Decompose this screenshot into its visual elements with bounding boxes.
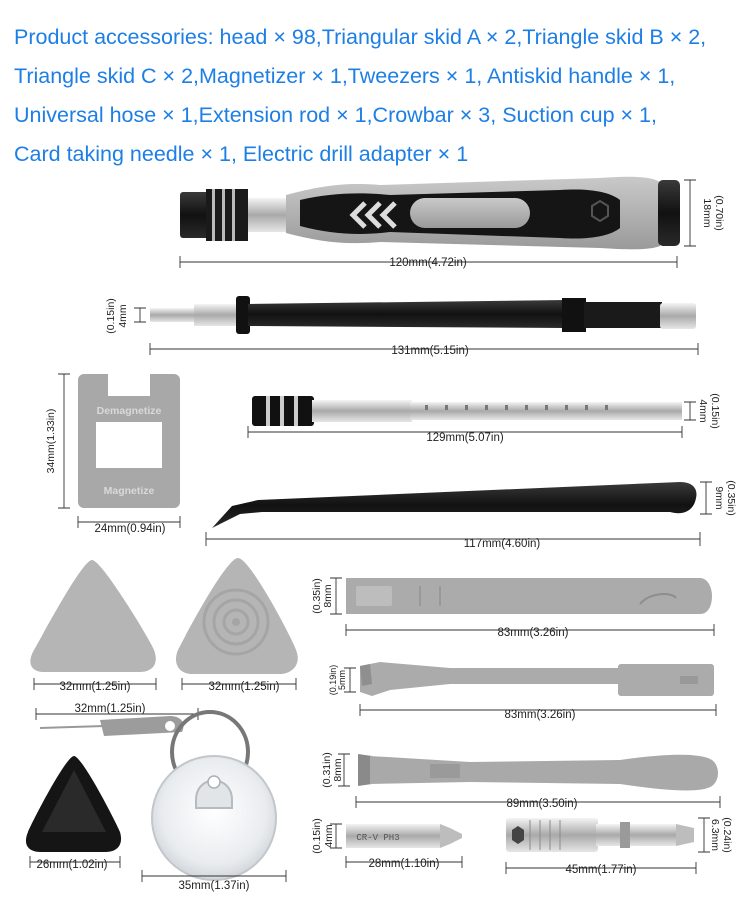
magnetizer-demagnetize-text: Demagnetize: [96, 405, 162, 417]
crowbar2-length-label: 83mm(3.26in): [504, 709, 576, 721]
triangular-skid-c: [26, 756, 121, 852]
adapter-dia-mm: 6.3mm: [709, 818, 721, 852]
tweezers-length-line: [206, 532, 700, 546]
handle-dia-mm: 18mm: [701, 198, 713, 228]
bit-dia-in: (0.15in): [311, 818, 323, 854]
handle-length-label: 120mm(4.72in): [389, 257, 467, 269]
extension-rod: [252, 396, 682, 426]
headline-line-2: Triangle skid C × 2,Magnetizer × 1,Tweezers × 1, Antiskid handle × 1,: [14, 64, 676, 88]
rod-dia-mm: 4mm: [697, 399, 709, 423]
pick-a-label: 32mm(1.25in): [59, 681, 131, 693]
triangular-skid-b: [176, 558, 298, 674]
triangular-skid-a: [30, 560, 155, 672]
headline-line-1: Product accessories: head × 98,Triangular skid A × 2,Triangle skid B × 2,: [14, 25, 707, 49]
hose-dia-line: [134, 308, 146, 322]
electric-drill-adapter: [506, 818, 694, 852]
magnetizer: [78, 374, 180, 508]
tweezers-width-line: [700, 482, 712, 514]
crowbar1-length-label: 83mm(3.26in): [497, 627, 569, 639]
adapter-dia-in: (0.24in): [721, 817, 733, 853]
magnetizer-magnetize-text: Magnetize: [103, 485, 155, 497]
adapter-dia-line: [698, 818, 710, 852]
crowbar-2: [360, 662, 714, 696]
crowbar-1: [346, 578, 712, 614]
rod-dia-in: (0.15in): [709, 393, 721, 429]
needle-length-label: 32mm(1.25in): [74, 703, 146, 715]
pick-b-label: 32mm(1.25in): [208, 681, 280, 693]
handle-dia-line: [684, 180, 696, 246]
magnetizer-height-line: [58, 374, 70, 508]
bit-marking-text: CR-V PH3: [356, 833, 400, 843]
rod-length-label: 129mm(5.07in): [426, 432, 504, 444]
bit-dia-mm: 4mm: [323, 824, 335, 848]
crowbar3-width-mm: 8mm: [332, 758, 344, 782]
hose-dia-mm: 4mm: [117, 304, 129, 328]
bit-length-label: 28mm(1.10in): [368, 858, 440, 870]
headline-line-3: Universal hose × 1,Extension rod × 1,Crowbar × 3, Suction cup × 1,: [14, 103, 657, 127]
card-taking-needle: [40, 716, 184, 736]
crowbar1-width-in: (0.35in): [311, 578, 323, 614]
crowbar-3: [358, 754, 718, 790]
screwdriver-bit: [346, 824, 462, 848]
headline-line-4: Card taking needle × 1, Electric drill adapter × 1: [14, 142, 469, 166]
crowbar2-width-mm: 5mm: [337, 670, 347, 690]
tweezers-width-mm: 9mm: [713, 486, 725, 510]
suction-label: 35mm(1.37in): [178, 880, 250, 892]
adapter-length-label: 45mm(1.77in): [565, 864, 637, 876]
antiskid-handle: [180, 177, 680, 250]
hose-dia-in: (0.15in): [105, 298, 117, 334]
crowbar3-width-in: (0.31in): [321, 752, 333, 788]
magnetizer-width-label: 24mm(0.94in): [94, 523, 166, 535]
pick-c-label: 26mm(1.02in): [36, 859, 108, 871]
suction-cup: [152, 712, 276, 880]
crowbar3-length-label: 89mm(3.50in): [506, 798, 578, 810]
rod-dia-line: [684, 402, 696, 420]
universal-hose: [150, 296, 696, 334]
tweezers-width-in: (0.35in): [725, 480, 737, 516]
hose-length-label: 131mm(5.15in): [391, 345, 469, 357]
handle-dia-in: (0.70in): [713, 195, 725, 231]
tweezers-length-label: 117mm(4.60in): [463, 538, 541, 550]
magnetizer-height-label: 34mm(1.33in): [45, 408, 57, 474]
tweezers: [212, 482, 696, 528]
crowbar2-width-in: (0.19in): [328, 664, 338, 696]
crowbar1-width-mm: 8mm: [322, 584, 334, 608]
